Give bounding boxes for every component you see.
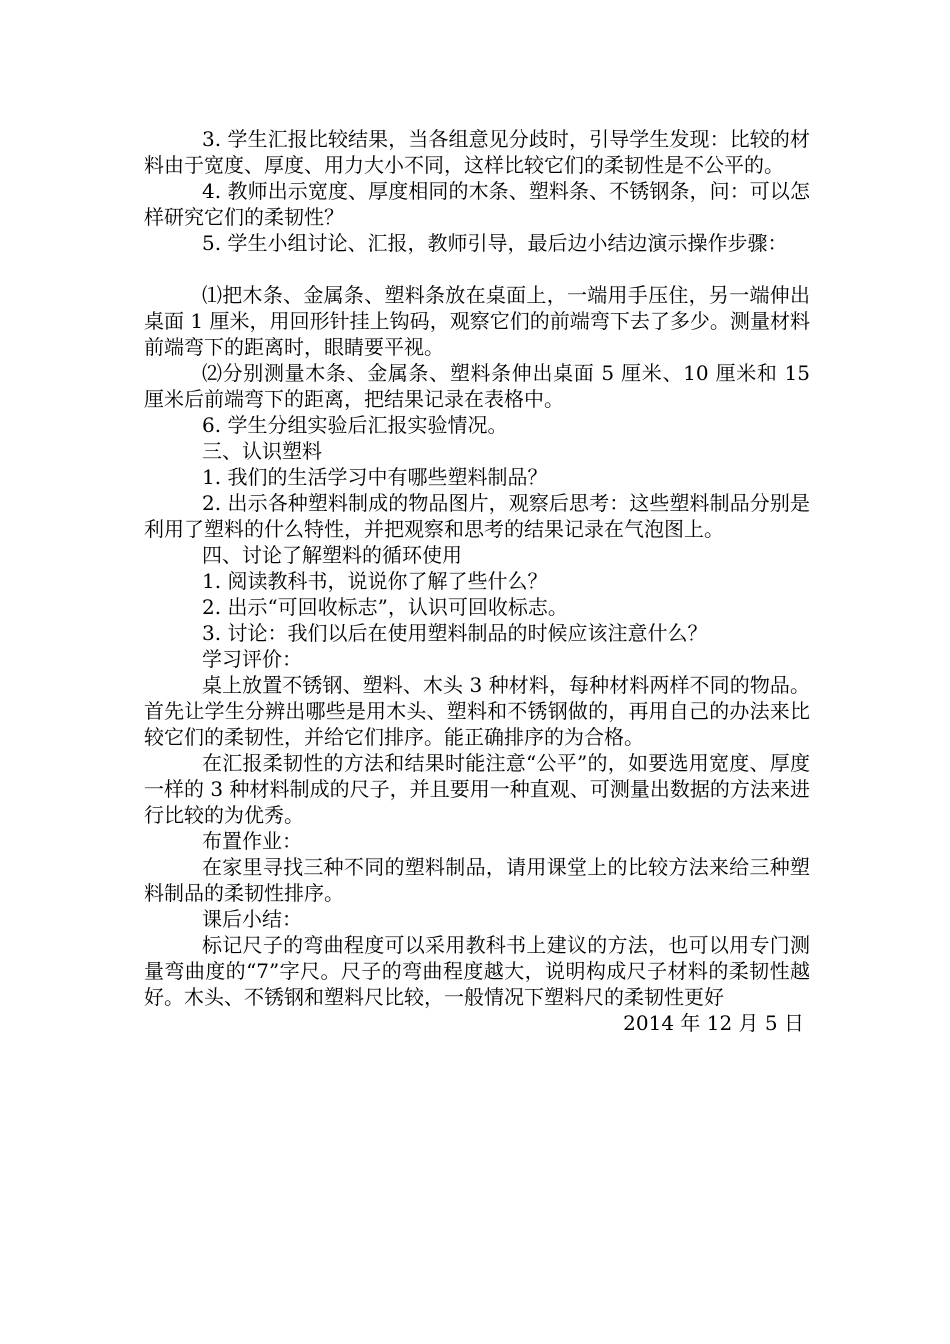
paragraph-evaluation-2: 在汇报柔韧性的方法和结果时能注意“公平”的，如要选用宽度、厚度一样的 3 种材料制成的尺子，并且要用一种直观、可测量出数据的方法来进行比较的为优秀。 <box>144 751 810 827</box>
heading-homework: 布置作业： <box>202 829 302 853</box>
paragraph-recycle-3: 3. 讨论：我们以后在使用塑料制品的时候应该注意什么？ <box>202 621 708 645</box>
heading-summary: 课后小结： <box>202 907 302 931</box>
paragraph-evaluation-1: 桌上放置不锈钢、塑料、木头 3 种材料，每种材料两样不同的物品。首先让学生分辨出哪些是用木头、塑料和不锈钢做的，再用自己的办法来比较它们的柔韧性，并给它们排序。能正确排序的为合格。 <box>144 673 810 749</box>
document-date: 2014 年 12 月 5 日 <box>623 1011 804 1035</box>
paragraph-substep-1: ⑴把木条、金属条、塑料条放在桌面上，一端用手压住，另一端伸出桌面 1 厘米，用回形针挂上钩码，观察它们的前端弯下去了多少。测量材料前端弯下的距离时，眼睛要平视。 <box>144 283 810 359</box>
heading-evaluation: 学习评价： <box>202 647 302 671</box>
paragraph-step-3: 3. 学生汇报比较结果，当各组意见分歧时，引导学生发现：比较的材料由于宽度、厚度、用力大小不同，这样比较它们的柔韧性是不公平的。 <box>144 127 810 177</box>
section-heading-3: 三、认识塑料 <box>202 439 322 463</box>
paragraph-plastic-2: 2. 出示各种塑料制成的物品图片，观察后思考：这些塑料制品分别是利用了塑料的什么特性，并把观察和思考的结果记录在气泡图上。 <box>144 491 810 541</box>
blank-line <box>144 256 810 282</box>
paragraph-substep-2: ⑵分别测量木条、金属条、塑料条伸出桌面 5 厘米、10 厘米和 15 厘米后前端弯下的距离，把结果记录在表格中。 <box>144 361 810 411</box>
paragraph-step-6: 6. 学生分组实验后汇报实验情况。 <box>202 413 508 437</box>
paragraph-step-4: 4. 教师出示宽度、厚度相同的木条、塑料条、不锈钢条，问：可以怎样研究它们的柔韧性？ <box>144 179 810 229</box>
paragraph-summary: 标记尺子的弯曲程度可以采用教科书上建议的方法，也可以用专门测量弯曲度的“7”字尺。尺子的弯曲程度越大，说明构成尺子材料的柔韧性越好。木头、不锈钢和塑料尺比较，一般情况下塑料尺的柔韧性更好 <box>144 933 810 1009</box>
paragraph-homework: 在家里寻找三种不同的塑料制品，请用课堂上的比较方法来给三种塑料制品的柔韧性排序。 <box>144 855 810 905</box>
paragraph-step-5: 5. 学生小组讨论、汇报，教师引导，最后边小结边演示操作步骤： <box>202 231 788 255</box>
document-body <box>144 126 810 1036</box>
paragraph-recycle-1: 1. 阅读教科书，说说你了解了些什么？ <box>202 569 548 593</box>
paragraph-plastic-1: 1. 我们的生活学习中有哪些塑料制品？ <box>202 465 548 489</box>
section-heading-4: 四、讨论了解塑料的循环使用 <box>202 543 462 567</box>
paragraph-recycle-2: 2. 出示“可回收标志”，认识可回收标志。 <box>202 595 568 619</box>
